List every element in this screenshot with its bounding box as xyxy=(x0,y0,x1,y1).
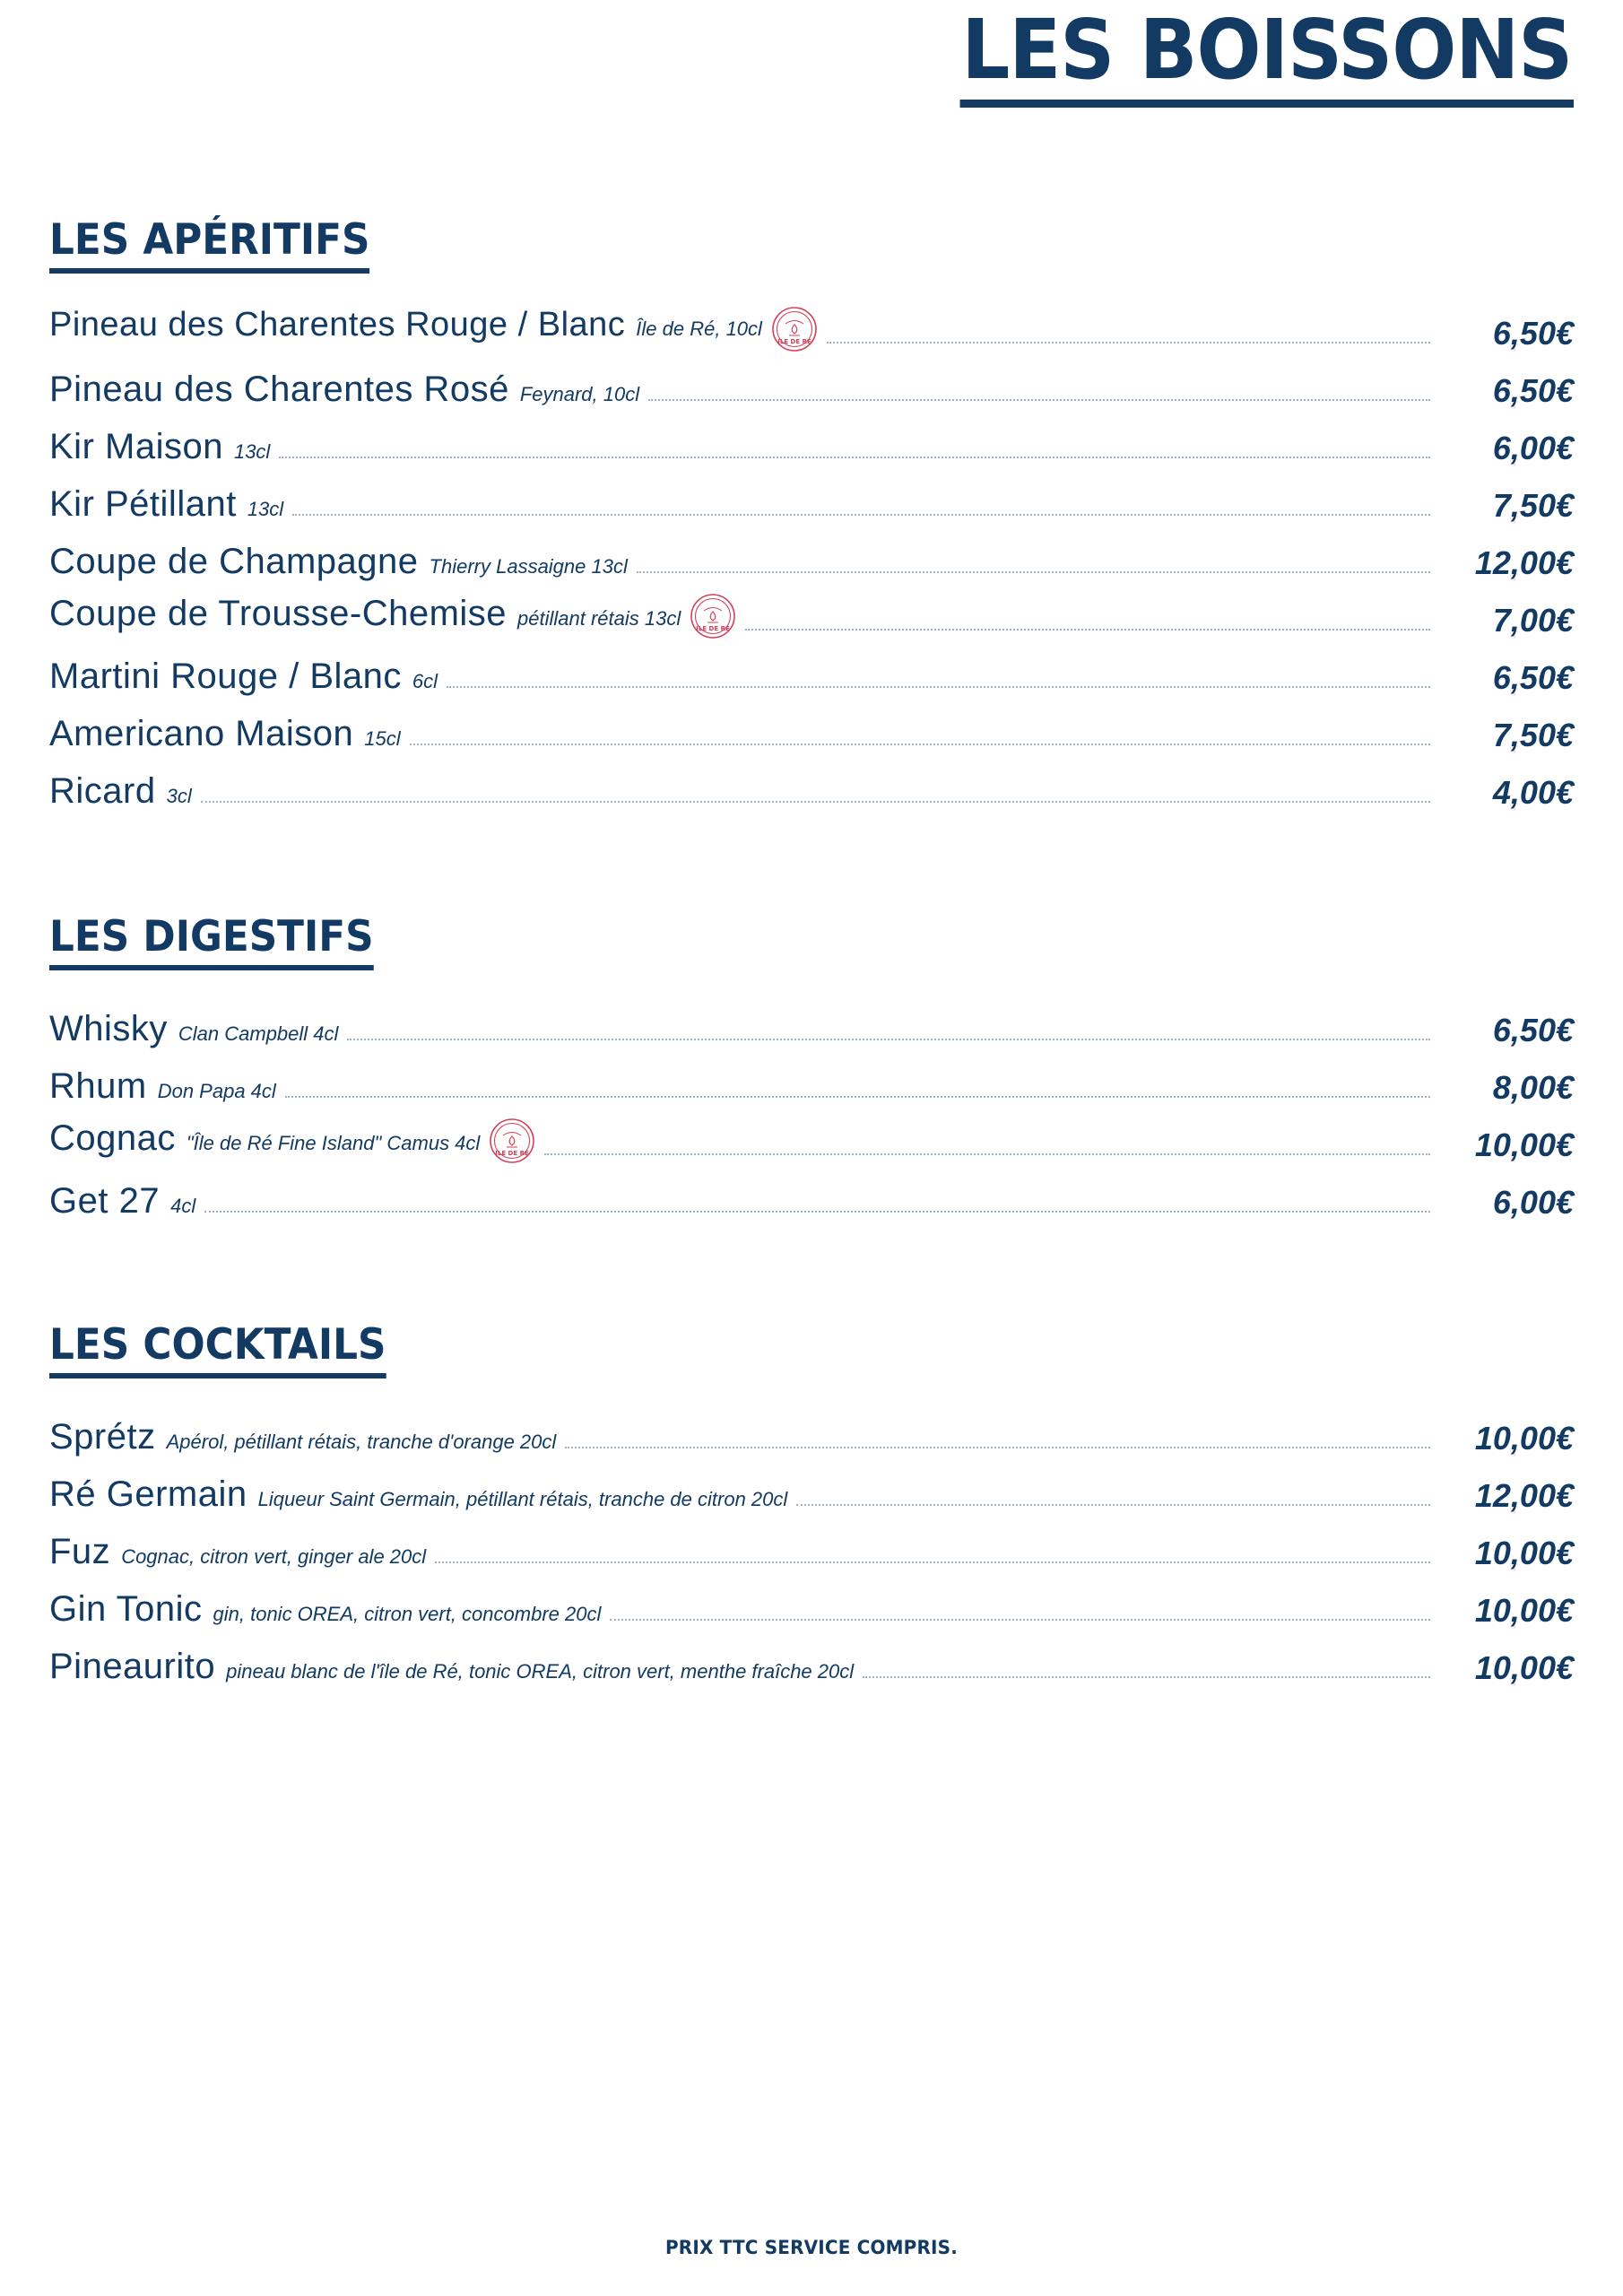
menu-item-left xyxy=(49,1065,276,1107)
ile-de-re-stamp-icon xyxy=(489,1118,535,1164)
leader-dots xyxy=(447,685,1430,688)
menu-item xyxy=(49,997,1574,1049)
menu-item-name: Americano Maison xyxy=(49,713,354,753)
menu-item-description: 15cl xyxy=(364,726,401,750)
menu-item xyxy=(49,473,1574,525)
leader-dots xyxy=(610,1618,1430,1621)
leader-dots xyxy=(796,1503,1430,1506)
menu-item-name: Kir Maison xyxy=(49,426,223,466)
item-list-digestifs xyxy=(49,997,1574,1222)
menu-item-left xyxy=(49,713,401,754)
menu-item-description: gin, tonic OREA, citron vert, concombre 20cl xyxy=(213,1602,602,1625)
menu-item-left xyxy=(49,541,628,582)
menu-item-left xyxy=(49,770,192,812)
menu-item-name: Fuz xyxy=(49,1531,111,1571)
menu-item-price: 10,00€ xyxy=(1474,1126,1574,1163)
menu-item-name: Pineau des Charentes Rouge / Blanc xyxy=(49,305,626,344)
leader-dots xyxy=(201,800,1430,803)
menu-item-left xyxy=(49,1118,535,1164)
item-list-cocktails xyxy=(49,1405,1574,1687)
menu-item xyxy=(49,1112,1574,1164)
leader-dots xyxy=(410,743,1430,745)
menu-item-price: 6,50€ xyxy=(1492,658,1574,696)
menu-item-price: 8,00€ xyxy=(1492,1068,1574,1106)
menu-item-description: Thierry Lassaigne 13cl xyxy=(429,554,628,578)
menu-item-left xyxy=(49,1646,854,1687)
menu-item-price: 7,50€ xyxy=(1492,486,1574,524)
page-header xyxy=(49,0,1574,108)
menu-item-name: Kir Pétillant xyxy=(49,483,237,524)
section-digestifs xyxy=(49,912,1574,1222)
ile-de-re-stamp-icon xyxy=(690,593,736,639)
menu-item-left xyxy=(49,593,736,639)
menu-item-price: 6,50€ xyxy=(1492,371,1574,409)
menu-item-price: 6,50€ xyxy=(1492,1011,1574,1048)
menu-item-price: 10,00€ xyxy=(1474,1419,1574,1457)
menu-item xyxy=(49,645,1574,697)
menu-item-left xyxy=(49,1180,195,1222)
menu-item xyxy=(49,1635,1574,1687)
menu-item-name: Ricard xyxy=(49,770,156,811)
menu-item-price: 6,00€ xyxy=(1492,1183,1574,1221)
menu-item xyxy=(49,1170,1574,1222)
section-title-cocktails: LES COCKTAILS xyxy=(49,1320,386,1378)
menu-item-description: 6cl xyxy=(412,669,438,692)
svg-text:ILE DE RE: ILE DE RE xyxy=(777,337,812,345)
leader-dots xyxy=(745,628,1430,631)
menu-item-description: "Île de Ré Fine Island" Camus 4cl xyxy=(186,1131,481,1154)
menu-item-name: Sprétz xyxy=(49,1416,156,1457)
menu-item xyxy=(49,530,1574,582)
page-title: LES BOISSONS xyxy=(959,7,1574,108)
section-title-digestifs: LES DIGESTIFS xyxy=(49,912,374,970)
menu-item-price: 12,00€ xyxy=(1474,544,1574,581)
menu-item xyxy=(49,1463,1574,1515)
leader-dots xyxy=(648,398,1430,401)
menu-item xyxy=(49,415,1574,467)
menu-item-left xyxy=(49,656,438,697)
menu-item xyxy=(49,1520,1574,1572)
menu-item-description: pétillant rétais 13cl xyxy=(517,606,681,630)
menu-item-description: Feynard, 10cl xyxy=(519,382,640,405)
menu-item-price: 7,50€ xyxy=(1492,716,1574,753)
menu-item-name: Gin Tonic xyxy=(49,1588,203,1629)
footer-note: PRIX TTC SERVICE COMPRIS. xyxy=(665,2237,958,2258)
menu-item-name: Martini Rouge / Blanc xyxy=(49,656,402,696)
menu-item xyxy=(49,760,1574,812)
menu-item xyxy=(49,300,1574,352)
menu-item-name: Pineaurito xyxy=(49,1646,216,1686)
menu-item xyxy=(49,702,1574,754)
menu-item xyxy=(49,1578,1574,1630)
menu-item-left xyxy=(49,1588,601,1630)
menu-item-description: Cognac, citron vert, ginger ale 20cl xyxy=(121,1544,427,1568)
menu-item-price: 12,00€ xyxy=(1474,1476,1574,1514)
menu-item-left xyxy=(49,1008,338,1049)
menu-item-description: 13cl xyxy=(247,497,284,520)
item-list-aperitifs xyxy=(49,300,1574,812)
menu-item-left xyxy=(49,426,270,467)
leader-dots xyxy=(285,1095,1430,1098)
leader-dots xyxy=(544,1152,1430,1155)
menu-item-description: Don Papa 4cl xyxy=(157,1079,276,1102)
svg-text:ILE DE RE: ILE DE RE xyxy=(696,624,730,632)
menu-item-description: pineau blanc de l'île de Ré, tonic OREA, citron vert, menthe fraîche 20cl xyxy=(226,1659,855,1683)
menu-item-description: 13cl xyxy=(233,439,271,463)
menu-item-price: 6,00€ xyxy=(1492,429,1574,466)
menu-item-left xyxy=(49,1416,556,1457)
section-cocktails xyxy=(49,1320,1574,1687)
menu-item xyxy=(49,1405,1574,1457)
menu-item-name: Whisky xyxy=(49,1008,168,1048)
menu-item-description: 3cl xyxy=(166,784,192,807)
menu-item-name: Ré Germain xyxy=(49,1474,247,1514)
menu-item-name: Coupe de Champagne xyxy=(49,541,419,581)
menu-item-name: Cognac xyxy=(49,1118,176,1158)
leader-dots xyxy=(863,1675,1430,1678)
section-title-aperitifs: LES APÉRITIFS xyxy=(49,215,369,274)
menu-item-left xyxy=(49,306,818,352)
menu-item-description: Clan Campbell 4cl xyxy=(178,1022,339,1045)
menu-item-description: 4cl xyxy=(170,1194,196,1217)
menu-item-price: 7,00€ xyxy=(1492,601,1574,639)
menu-item xyxy=(49,1055,1574,1107)
menu-item-price: 10,00€ xyxy=(1474,1534,1574,1571)
menu-item-description: Apérol, pétillant rétais, tranche d'orange 20cl xyxy=(166,1430,557,1453)
menu-item-name: Rhum xyxy=(49,1065,147,1106)
leader-dots xyxy=(347,1038,1430,1040)
leader-dots xyxy=(827,341,1430,344)
leader-dots xyxy=(435,1561,1430,1563)
menu-item-left xyxy=(49,1531,426,1572)
menu-item-price: 6,50€ xyxy=(1492,314,1574,352)
menu-item-price: 10,00€ xyxy=(1474,1591,1574,1629)
section-aperitifs xyxy=(49,215,1574,812)
leader-dots xyxy=(637,570,1430,573)
menu-item-left xyxy=(49,483,283,525)
menu-item-left xyxy=(49,1474,787,1515)
svg-text:ILE DE RE: ILE DE RE xyxy=(495,1149,530,1157)
menu-item xyxy=(49,587,1574,639)
leader-dots xyxy=(565,1446,1430,1448)
leader-dots xyxy=(204,1210,1430,1213)
menu-item-name: Pineau des Charentes Rosé xyxy=(49,369,509,409)
ile-de-re-stamp-icon xyxy=(771,306,818,352)
menu-item-price: 4,00€ xyxy=(1492,773,1574,811)
menu-item-description: Île de Ré, 10cl xyxy=(636,317,762,340)
leader-dots xyxy=(292,513,1430,516)
leader-dots xyxy=(279,456,1430,458)
menu-item xyxy=(49,358,1574,410)
menu-item-name: Coupe de Trousse-Chemise xyxy=(49,593,508,633)
menu-item-name: Get 27 xyxy=(49,1180,161,1221)
menu-item-price: 10,00€ xyxy=(1474,1648,1574,1686)
menu-item-description: Liqueur Saint Germain, pétillant rétais, tranche de citron 20cl xyxy=(257,1487,788,1510)
menu-item-left xyxy=(49,369,639,410)
